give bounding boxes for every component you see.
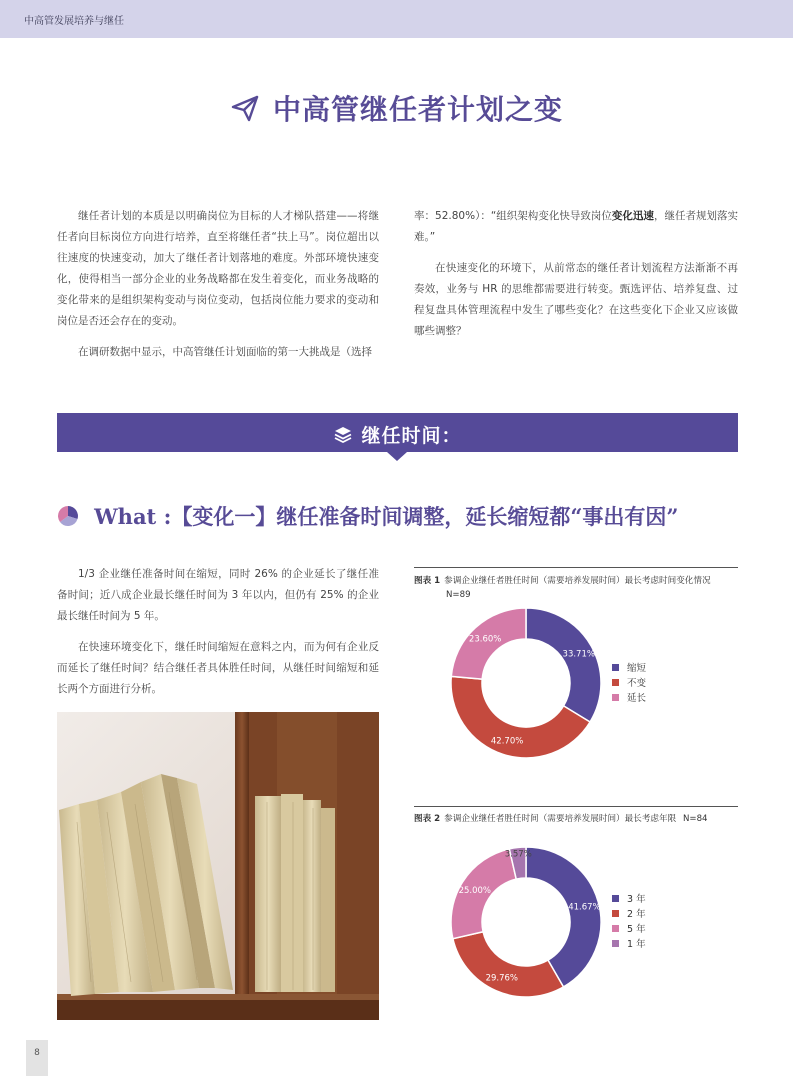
page-number-tab <box>26 1040 48 1076</box>
intro-text: ，继任者规划落实难。” <box>414 210 739 243</box>
figure-2-caption <box>414 813 744 826</box>
header-bar <box>0 0 793 38</box>
figure-1-rule <box>414 567 738 568</box>
figure-1-caption <box>414 575 738 588</box>
banner-text: 继任时间： <box>361 425 462 447</box>
legend-label: 5 年 <box>627 924 646 935</box>
legend-item <box>612 937 646 952</box>
figure-1-label: 图表 1 <box>414 576 441 586</box>
intro-bold-text: 变化迅速 <box>611 210 654 222</box>
donut-slice-2-2 <box>453 932 564 997</box>
donut-label-1-1: 33.71% <box>562 649 595 660</box>
layers-icon <box>333 425 353 445</box>
header-title: 中高管发展培养与继任 <box>24 16 124 27</box>
figure-2-n: N=84 <box>682 814 708 824</box>
books-illustration <box>57 712 379 1020</box>
legend-swatch <box>612 664 619 671</box>
figure-1-n: N=89 <box>446 590 471 600</box>
legend-swatch <box>612 679 619 686</box>
donut-label-1-2: 42.70% <box>490 736 524 747</box>
intro-right-column <box>414 206 738 352</box>
legend-swatch <box>612 910 619 917</box>
intro-paragraph-1: 继任者计划的本质是以明确岗位为目标的人才梯队搭建——将继任者向目标岗位方向进行培养，直至将继任者“扶上马”。岗位超出以往速度的快速变动，加大了继任者计划落地的难度。外部环境快速变化，使得相当一部分企业的业务战略都在发生着变化，而业务战略的变化带来的是组织架构变动与岗位变动，包括岗位能力要求的变动和岗位是否还会存在的变动。 <box>57 210 379 327</box>
legend-item <box>612 892 646 907</box>
legend-swatch <box>612 925 619 932</box>
legend-item <box>612 907 646 922</box>
page-title-block <box>0 88 793 128</box>
banner-pointer <box>387 452 407 461</box>
intro-paragraph-2a: 在调研数据中显示，中高管继任计划面临的第一大挑战是（选择 <box>78 346 372 358</box>
legend-swatch <box>612 895 619 902</box>
paper-plane-icon <box>230 93 260 123</box>
figure-1-title: 参调企业继任者胜任时间（需要培养发展时间）最长考虑时间变化情况 <box>444 576 711 586</box>
donut-label-2-1: 41.67% <box>568 902 601 913</box>
legend-item <box>612 922 646 937</box>
figure-2-label: 图表 2 <box>414 814 441 824</box>
donut-chart-2 <box>446 842 606 1002</box>
donut-label-2-2: 29.76% <box>485 973 519 984</box>
section-text-column <box>57 564 379 710</box>
legend-label: 1 年 <box>627 939 646 950</box>
pie-segment-icon <box>57 505 79 527</box>
page-title: 中高管继任者计划之变 <box>273 93 564 126</box>
intro-paragraph-3: 在快速变化的环境下，从前常态的继任者计划流程方法渐渐不再奏效，业务与 HR 的思维都需要进行转变。甄选评估、培养复盘、过程复盘具体管理流程中发生了哪些变化？在这些变化下企业又应该做哪些调整？ <box>414 262 738 337</box>
section-heading-block <box>57 501 678 531</box>
intro-paragraph-2b <box>414 206 738 248</box>
section-paragraph-2: 在快速环境变化下，继任时间缩短在意料之内，而为何有企业反而延长了继任时间？结合继任者具体胜任时间，从继任时间缩短和延长两个方面进行分析。 <box>57 641 379 695</box>
donut-label-2-3: 25.00% <box>458 885 491 896</box>
section-banner <box>57 413 738 452</box>
legend-label: 2 年 <box>627 909 646 920</box>
legend-label: 延长 <box>627 693 647 704</box>
legend-item <box>612 676 646 691</box>
chart-2-legend <box>612 892 646 952</box>
figure-2-rule <box>414 806 738 807</box>
legend-item <box>612 661 646 676</box>
legend-label: 缩短 <box>627 663 647 674</box>
donut-chart-1 <box>446 603 606 763</box>
legend-label: 3 年 <box>627 894 646 905</box>
legend-swatch <box>612 940 619 947</box>
legend-swatch <box>612 694 619 701</box>
page-number: 8 <box>34 1048 40 1058</box>
donut-label-1-3: 23.60% <box>468 634 502 645</box>
intro-left-column <box>57 206 379 373</box>
section-paragraph-1: 1/3 企业继任准备时间在缩短，同时 26% 的企业延长了继任准备时间；近八成企业最长继任时间为 3 年以内，但仍有 25% 的企业最长继任时间为 5 年。 <box>57 568 379 622</box>
figure-2-title: 参调企业继任者胜任时间（需要培养发展时间）最长考虑年限 <box>444 814 677 824</box>
legend-label: 不变 <box>627 678 647 689</box>
section-heading: What :【变化一】继任准备时间调整，延长缩短都“事出有因” <box>94 504 679 529</box>
intro-text: 率：52.80%）：“组织架构变化快导致岗位 <box>414 210 612 222</box>
legend-item <box>612 691 646 706</box>
donut-slice-1-1 <box>526 608 601 722</box>
books-photo <box>57 712 379 1020</box>
donut-label-2-4: 3.57% <box>504 849 532 860</box>
chart-1-legend <box>612 661 646 706</box>
